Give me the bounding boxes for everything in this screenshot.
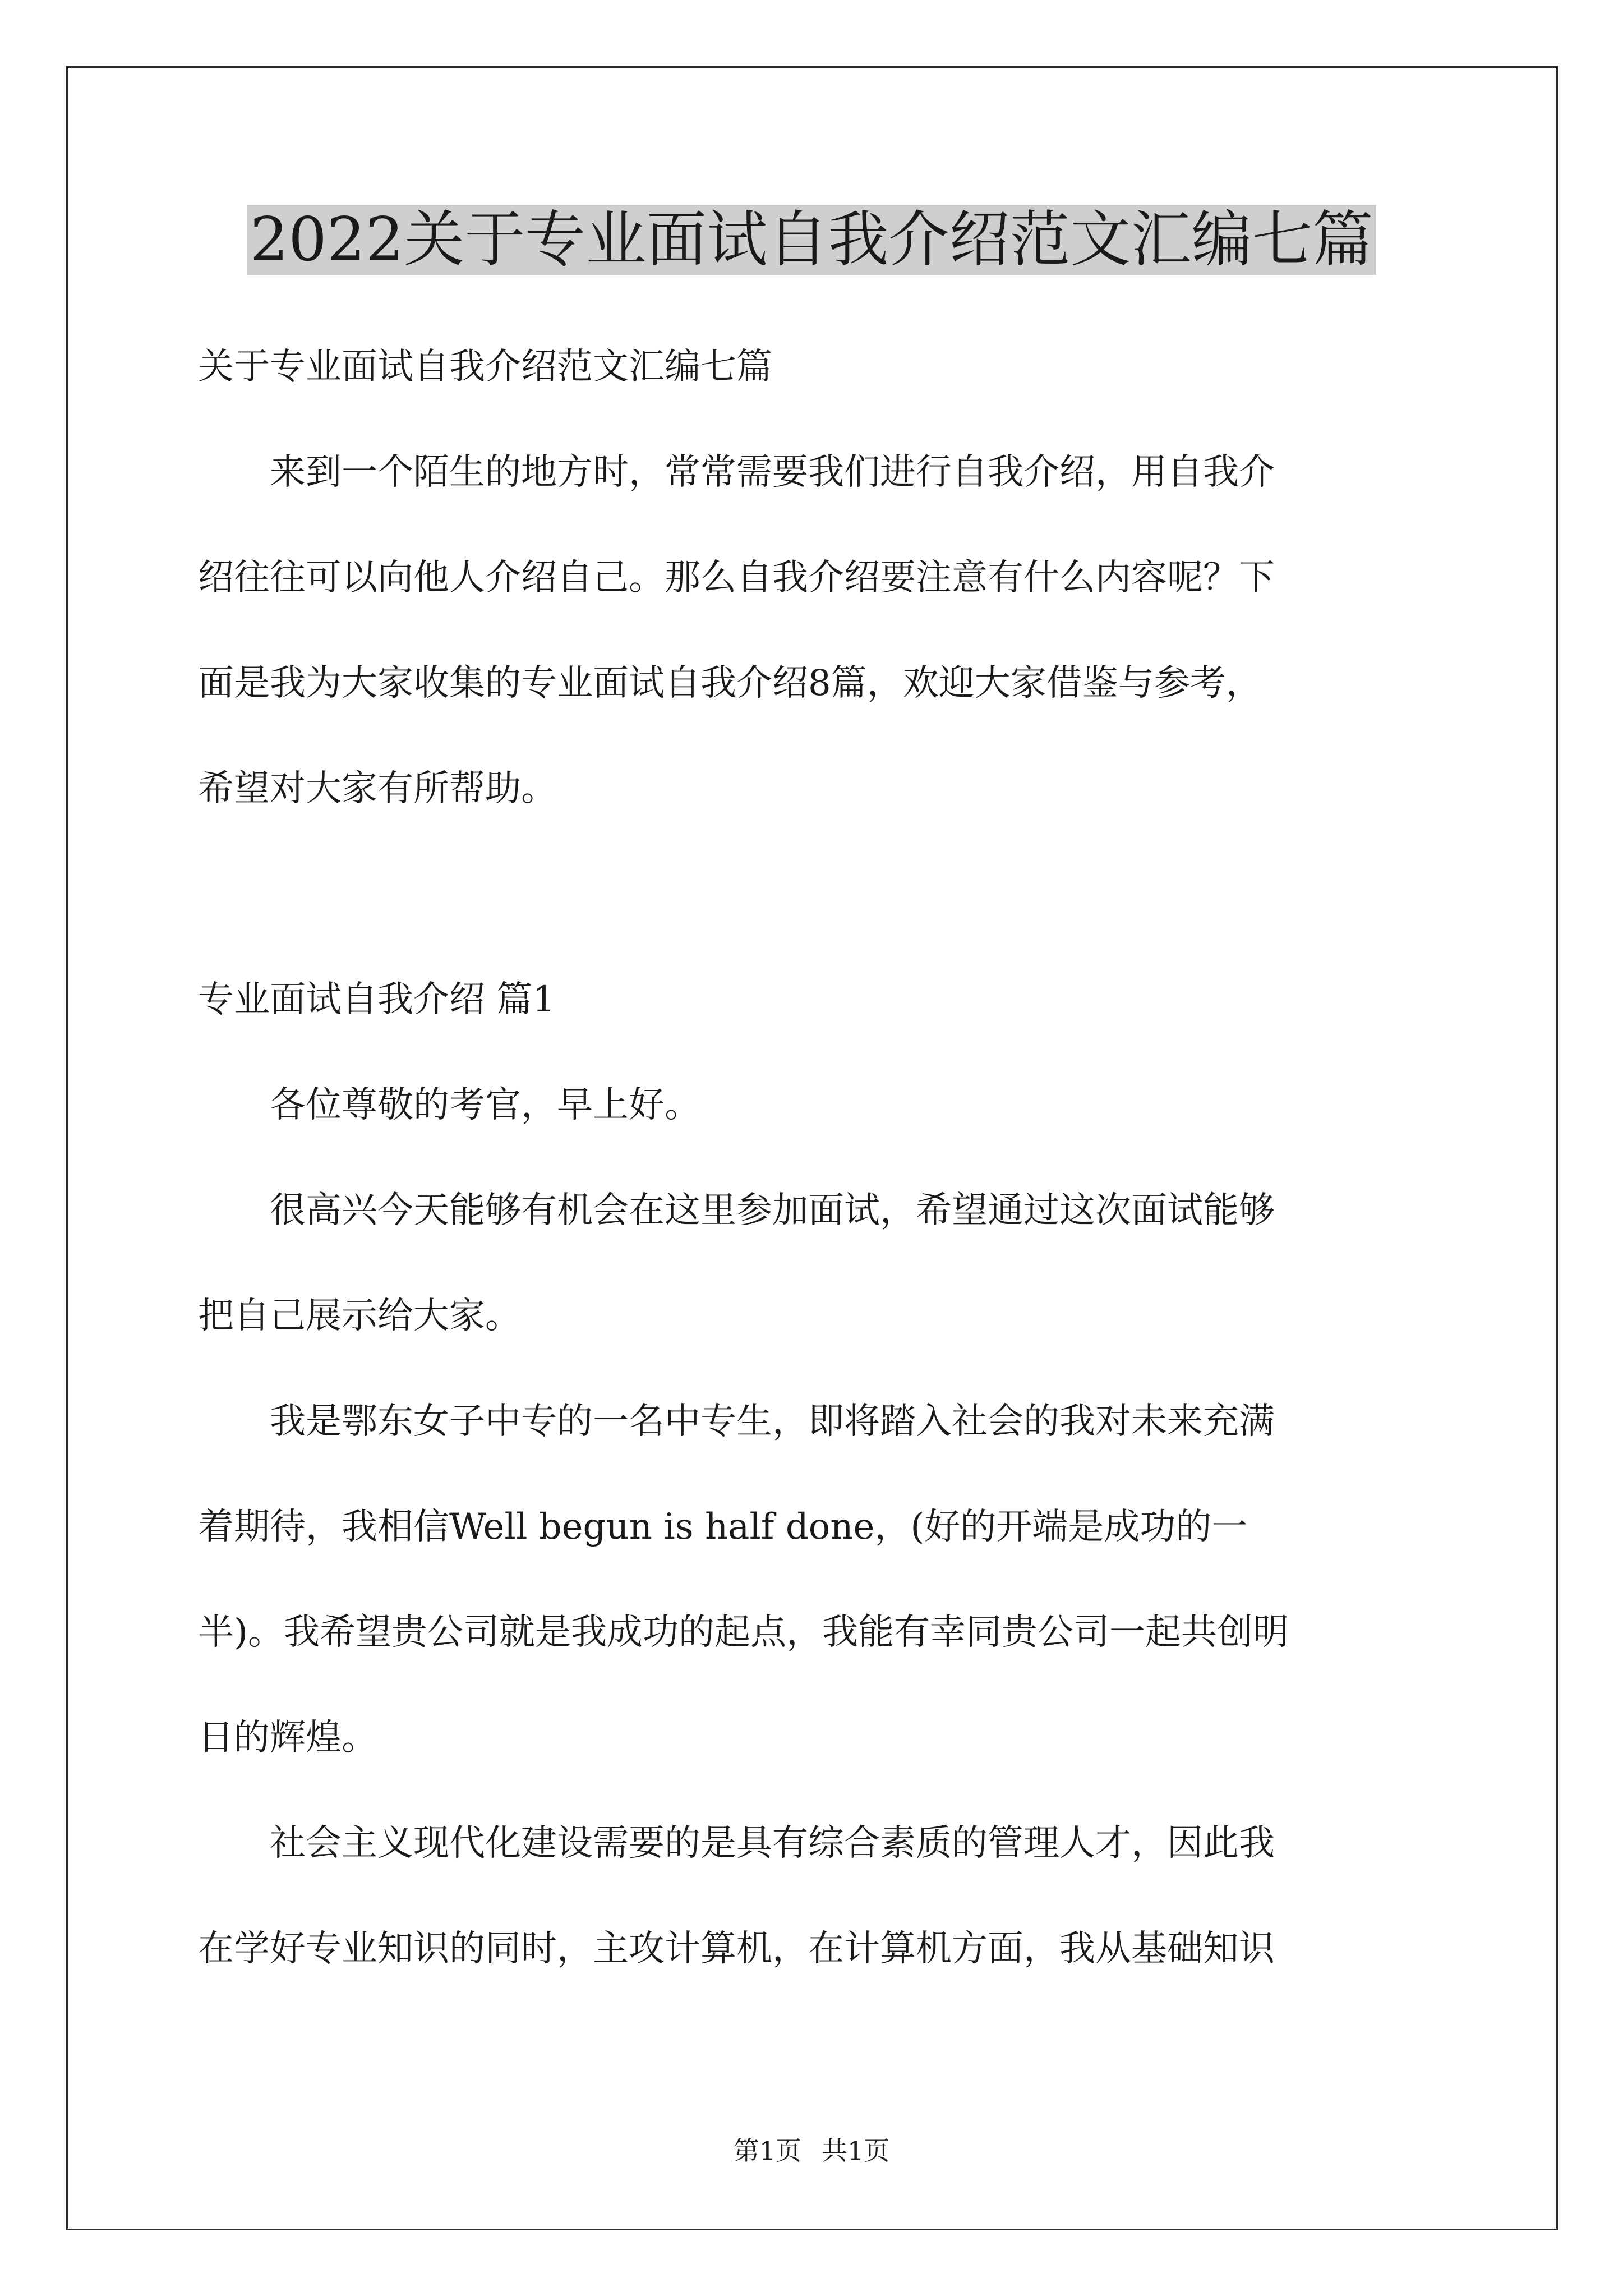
para3-line-1: 社会主义现代化建设需要的是具有综合素质的管理人才，因此我: [270, 1823, 1275, 1864]
page-total: 共1页: [822, 2136, 890, 2166]
para2-line-4: 日的辉煌。: [198, 1717, 377, 1759]
document-title-text: 2022关于专业面试自我介绍范文汇编七篇: [247, 205, 1377, 275]
section-heading: 专业面试自我介绍 篇1: [198, 979, 556, 1020]
document-subtitle: 关于专业面试自我介绍范文汇编七篇: [198, 346, 772, 388]
intro-line-2: 绍往往可以向他人介绍自己。那么自我介绍要注意有什么内容呢？下: [198, 557, 1275, 599]
document-title: [0, 201, 1623, 279]
para3-line-2: 在学好专业知识的同时，主攻计算机，在计算机方面，我从基础知识: [198, 1928, 1275, 1970]
para1-line-1: 很高兴今天能够有机会在这里参加面试，希望通过这次面试能够: [270, 1190, 1275, 1231]
intro-line-4: 希望对大家有所帮助。: [198, 768, 557, 809]
intro-line-3: 面是我为大家收集的专业面试自我介绍8篇，欢迎大家借鉴与参考，: [198, 662, 1262, 704]
page-number: 第1页: [733, 2136, 801, 2166]
intro-line-1: 来到一个陌生的地方时，常常需要我们进行自我介绍，用自我介: [270, 452, 1275, 493]
greeting-line: 各位尊敬的考官，早上好。: [270, 1084, 700, 1126]
para2-line-1: 我是鄂东女子中专的一名中专生，即将踏入社会的我对未来充满: [270, 1401, 1275, 1442]
para1-line-2: 把自己展示给大家。: [198, 1295, 521, 1337]
para2-line-3: 半)。我希望贵公司就是我成功的起点，我能有幸同贵公司一起共创明: [198, 1612, 1289, 1653]
page-footer: [0, 2134, 1623, 2168]
document-body: [198, 314, 1432, 2001]
para2-line-2: 着期待，我相信Well begun is half done，(好的开端是成功的一: [198, 1506, 1248, 1548]
